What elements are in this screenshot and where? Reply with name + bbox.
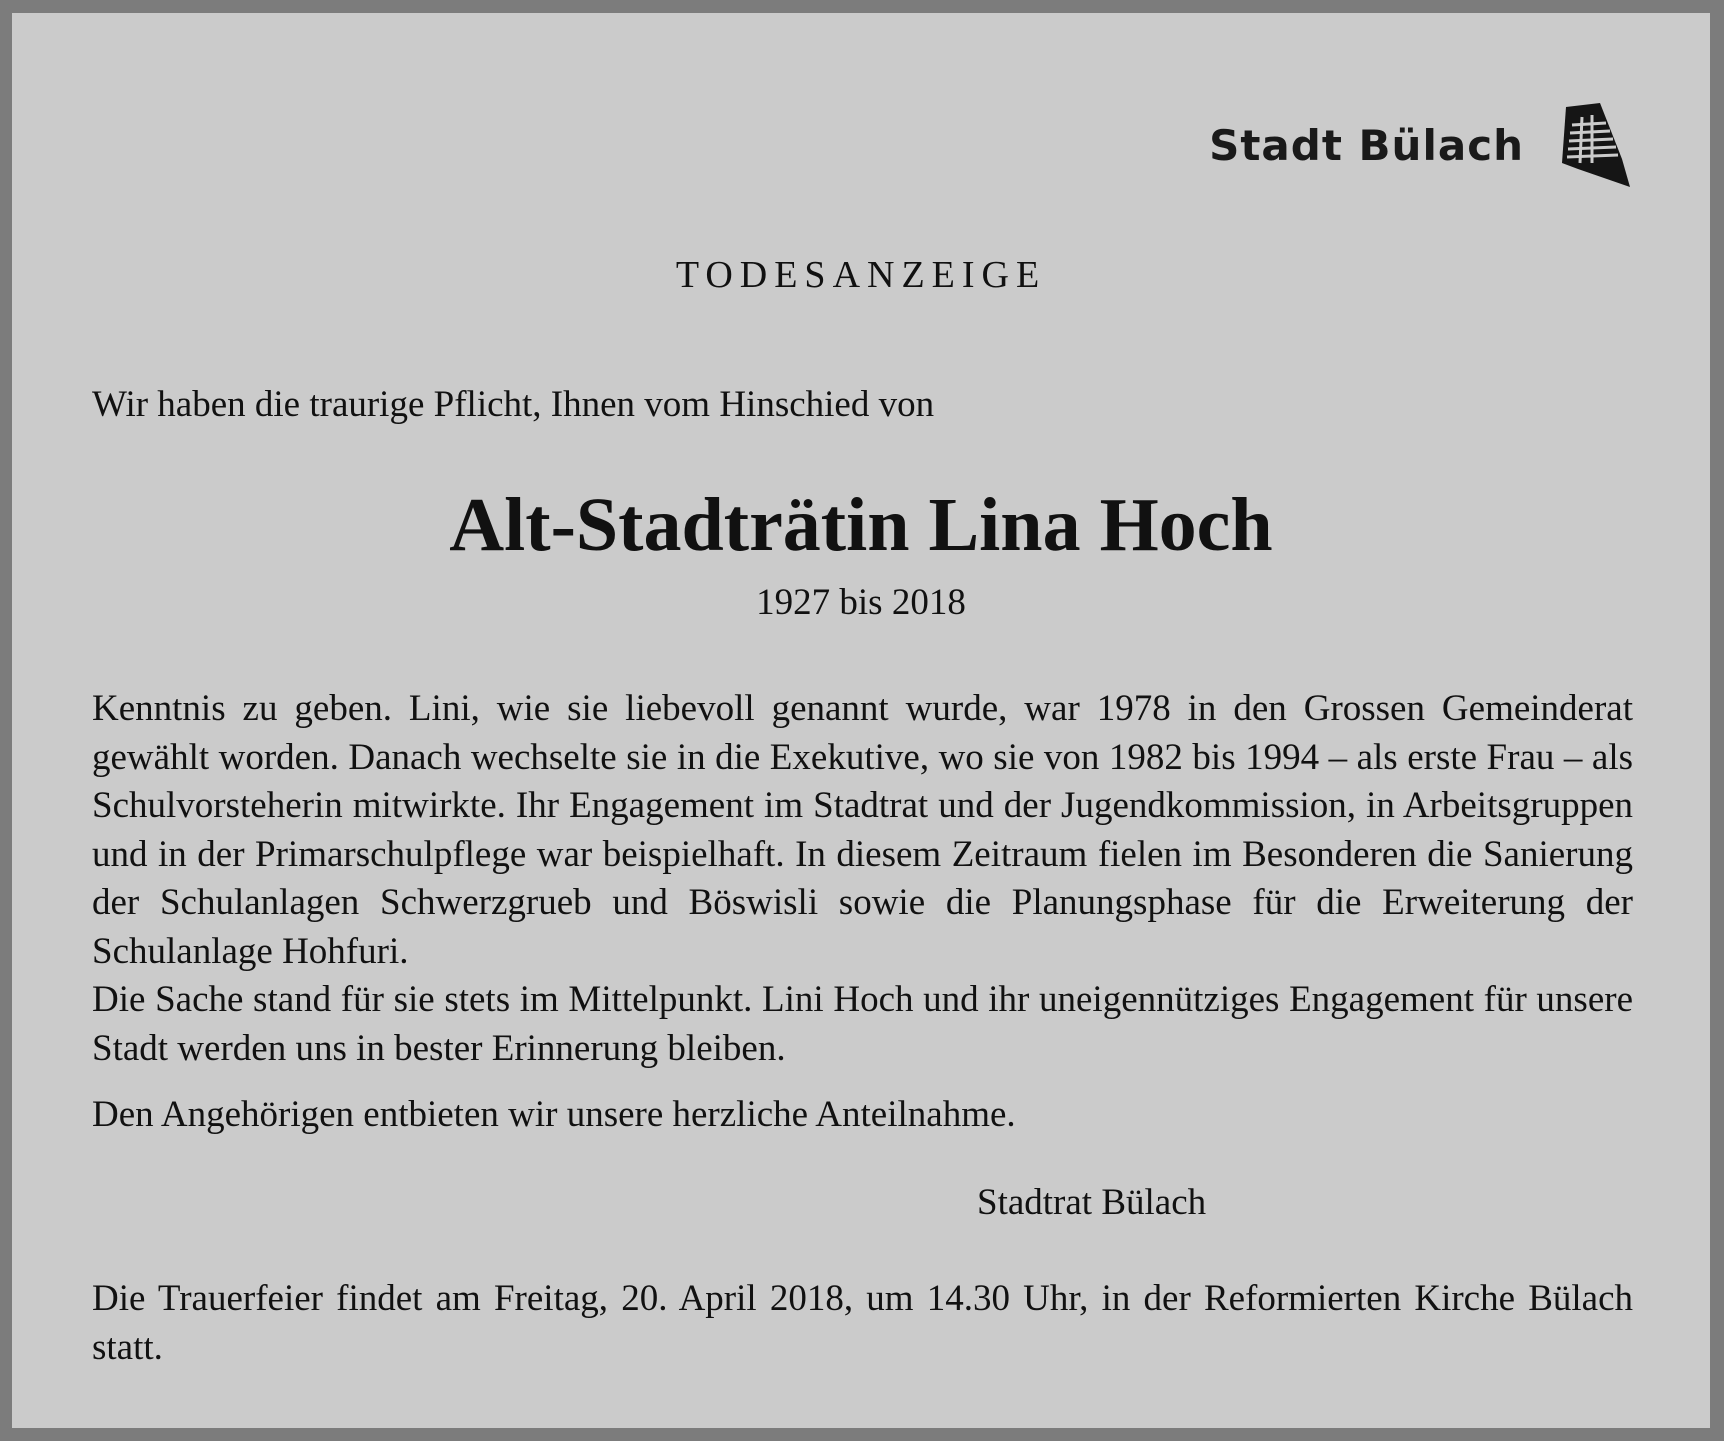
body-paragraph: Die Sache stand für sie stets im Mittelpunkt. Lini Hoch und ihr uneigennütziges Engagement für unsere Stadt werden uns in bester Erinnerung bleiben. <box>92 979 1633 1069</box>
intro-text: Wir haben die traurige Pflicht, Ihnen vom Hinschied von <box>92 384 935 425</box>
city-emblem-icon <box>1560 103 1630 187</box>
deceased-name: Alt-Stadträtin Lina Hoch <box>449 483 1273 567</box>
body-paragraph: Kenntnis zu geben. Lini, wie sie liebevoll genannt wurde, war 1978 in den Grossen Gemeinderat gewählt worden. Danach wechselte sie in die Exekutive, wo sie von 1982 bis 1994 – als erste Frau – als Schulvorsteherin mitwirkte. Ihr Engagement im Stadtrat und der Jugendkommission, in Arbeitsgruppen und in der Primarschulpflege war beispielhaft. In diesem Zeitraum fielen im Besonderen die Sanierung der Schulanlagen Schwerzgrueb und Böswisli sowie die Planungsphase für die Erweiterung der Schulanlage Hohfuri. <box>92 688 1633 972</box>
funeral-info: Die Trauerfeier findet am Freitag, 20. April 2018, um 14.30 Uhr, in der Reformierten Kirche Bülach statt. <box>92 1278 1633 1368</box>
obituary-notice <box>12 13 1710 1428</box>
obituary-body <box>92 685 1633 1073</box>
logo-text: Stadt Bülach <box>1209 120 1524 170</box>
condolence-text: Den Angehörigen entbieten wir unsere herzliche Anteilnahme. <box>92 1094 1016 1135</box>
life-years: 1927 bis 2018 <box>756 582 966 623</box>
signature: Stadtrat Bülach <box>977 1182 1207 1223</box>
notice-heading: TODESANZEIGE <box>675 254 1047 296</box>
city-logo <box>1209 103 1630 187</box>
